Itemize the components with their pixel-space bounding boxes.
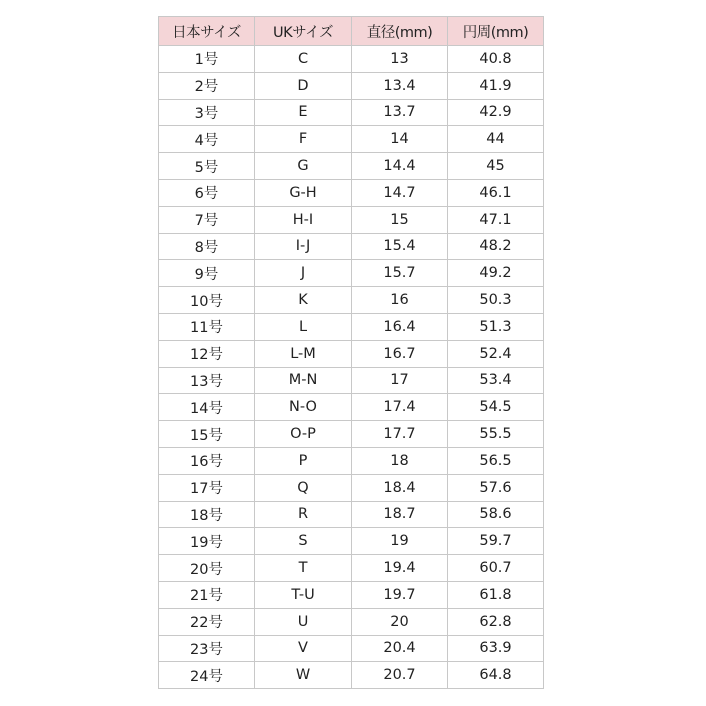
circumference-cell: 63.9 [448, 635, 544, 662]
diameter-cell: 13.7 [352, 99, 448, 126]
uk-size-cell: K [255, 287, 352, 314]
table-header [159, 17, 544, 46]
japan-size-cell: 16号 [159, 447, 255, 474]
japan-size-cell: 4号 [159, 126, 255, 153]
circumference-cell: 54.5 [448, 394, 544, 421]
diameter-cell: 20 [352, 608, 448, 635]
uk-size-cell: G-H [255, 179, 352, 206]
table-row [159, 635, 544, 662]
uk-size-cell: T [255, 555, 352, 582]
table-row [159, 608, 544, 635]
table-row [159, 46, 544, 73]
diameter-cell: 16.4 [352, 313, 448, 340]
uk-size-cell: I-J [255, 233, 352, 260]
uk-size-cell: O-P [255, 421, 352, 448]
diameter-cell: 20.7 [352, 662, 448, 689]
japan-size-cell: 17号 [159, 474, 255, 501]
diameter-cell: 17.4 [352, 394, 448, 421]
circumference-cell: 47.1 [448, 206, 544, 233]
japan-size-cell: 3号 [159, 99, 255, 126]
japan-size-cell: 15号 [159, 421, 255, 448]
japan-size-cell: 22号 [159, 608, 255, 635]
diameter-cell: 20.4 [352, 635, 448, 662]
diameter-cell: 18.4 [352, 474, 448, 501]
table-row [159, 447, 544, 474]
circumference-cell: 61.8 [448, 581, 544, 608]
circumference-cell: 55.5 [448, 421, 544, 448]
uk-size-cell: L [255, 313, 352, 340]
table-body [159, 46, 544, 689]
diameter-cell: 18 [352, 447, 448, 474]
table-row [159, 528, 544, 555]
uk-size-cell: C [255, 46, 352, 73]
diameter-cell: 14.7 [352, 179, 448, 206]
diameter-cell: 15.7 [352, 260, 448, 287]
uk-size-cell: M-N [255, 367, 352, 394]
table-row [159, 260, 544, 287]
circumference-cell: 44 [448, 126, 544, 153]
uk-size-cell: N-O [255, 394, 352, 421]
uk-size-cell: R [255, 501, 352, 528]
diameter-cell: 19 [352, 528, 448, 555]
uk-size-cell: P [255, 447, 352, 474]
circumference-cell: 62.8 [448, 608, 544, 635]
uk-size-cell: S [255, 528, 352, 555]
japan-size-cell: 18号 [159, 501, 255, 528]
japan-size-cell: 10号 [159, 287, 255, 314]
table-row [159, 367, 544, 394]
header-circumference: 円周(mm) [448, 17, 544, 46]
circumference-cell: 50.3 [448, 287, 544, 314]
uk-size-cell: G [255, 153, 352, 180]
japan-size-cell: 11号 [159, 313, 255, 340]
circumference-cell: 42.9 [448, 99, 544, 126]
japan-size-cell: 1号 [159, 46, 255, 73]
diameter-cell: 13 [352, 46, 448, 73]
circumference-cell: 59.7 [448, 528, 544, 555]
japan-size-cell: 2号 [159, 72, 255, 99]
table-row [159, 662, 544, 689]
circumference-cell: 64.8 [448, 662, 544, 689]
circumference-cell: 48.2 [448, 233, 544, 260]
table-row [159, 555, 544, 582]
japan-size-cell: 20号 [159, 555, 255, 582]
table-row [159, 126, 544, 153]
diameter-cell: 13.4 [352, 72, 448, 99]
circumference-cell: 60.7 [448, 555, 544, 582]
circumference-cell: 40.8 [448, 46, 544, 73]
uk-size-cell: D [255, 72, 352, 99]
circumference-cell: 56.5 [448, 447, 544, 474]
diameter-cell: 16 [352, 287, 448, 314]
table-row [159, 99, 544, 126]
table-row [159, 153, 544, 180]
uk-size-cell: J [255, 260, 352, 287]
uk-size-cell: T-U [255, 581, 352, 608]
header-diameter: 直径(mm) [352, 17, 448, 46]
diameter-cell: 15.4 [352, 233, 448, 260]
japan-size-cell: 5号 [159, 153, 255, 180]
table-row [159, 287, 544, 314]
japan-size-cell: 24号 [159, 662, 255, 689]
circumference-cell: 52.4 [448, 340, 544, 367]
uk-size-cell: Q [255, 474, 352, 501]
uk-size-cell: L-M [255, 340, 352, 367]
uk-size-cell: E [255, 99, 352, 126]
japan-size-cell: 14号 [159, 394, 255, 421]
table-row [159, 421, 544, 448]
japan-size-cell: 7号 [159, 206, 255, 233]
uk-size-cell: U [255, 608, 352, 635]
japan-size-cell: 6号 [159, 179, 255, 206]
diameter-cell: 18.7 [352, 501, 448, 528]
table-row [159, 313, 544, 340]
circumference-cell: 46.1 [448, 179, 544, 206]
table-row [159, 233, 544, 260]
table-row [159, 394, 544, 421]
japan-size-cell: 12号 [159, 340, 255, 367]
circumference-cell: 57.6 [448, 474, 544, 501]
japan-size-cell: 23号 [159, 635, 255, 662]
table-row [159, 581, 544, 608]
diameter-cell: 19.4 [352, 555, 448, 582]
table-row [159, 72, 544, 99]
circumference-cell: 41.9 [448, 72, 544, 99]
header-row [159, 17, 544, 46]
japan-size-cell: 19号 [159, 528, 255, 555]
japan-size-cell: 21号 [159, 581, 255, 608]
diameter-cell: 15 [352, 206, 448, 233]
diameter-cell: 16.7 [352, 340, 448, 367]
circumference-cell: 49.2 [448, 260, 544, 287]
circumference-cell: 53.4 [448, 367, 544, 394]
circumference-cell: 45 [448, 153, 544, 180]
uk-size-cell: F [255, 126, 352, 153]
circumference-cell: 51.3 [448, 313, 544, 340]
table-row [159, 206, 544, 233]
diameter-cell: 17.7 [352, 421, 448, 448]
ring-size-table [158, 16, 544, 689]
diameter-cell: 19.7 [352, 581, 448, 608]
circumference-cell: 58.6 [448, 501, 544, 528]
japan-size-cell: 9号 [159, 260, 255, 287]
header-uk-size: UKサイズ [255, 17, 352, 46]
japan-size-cell: 8号 [159, 233, 255, 260]
table-row [159, 474, 544, 501]
japan-size-cell: 13号 [159, 367, 255, 394]
uk-size-cell: W [255, 662, 352, 689]
table-row [159, 340, 544, 367]
uk-size-cell: H-I [255, 206, 352, 233]
table-row [159, 501, 544, 528]
diameter-cell: 14.4 [352, 153, 448, 180]
diameter-cell: 17 [352, 367, 448, 394]
uk-size-cell: V [255, 635, 352, 662]
table-row [159, 179, 544, 206]
header-japan-size: 日本サイズ [159, 17, 255, 46]
diameter-cell: 14 [352, 126, 448, 153]
